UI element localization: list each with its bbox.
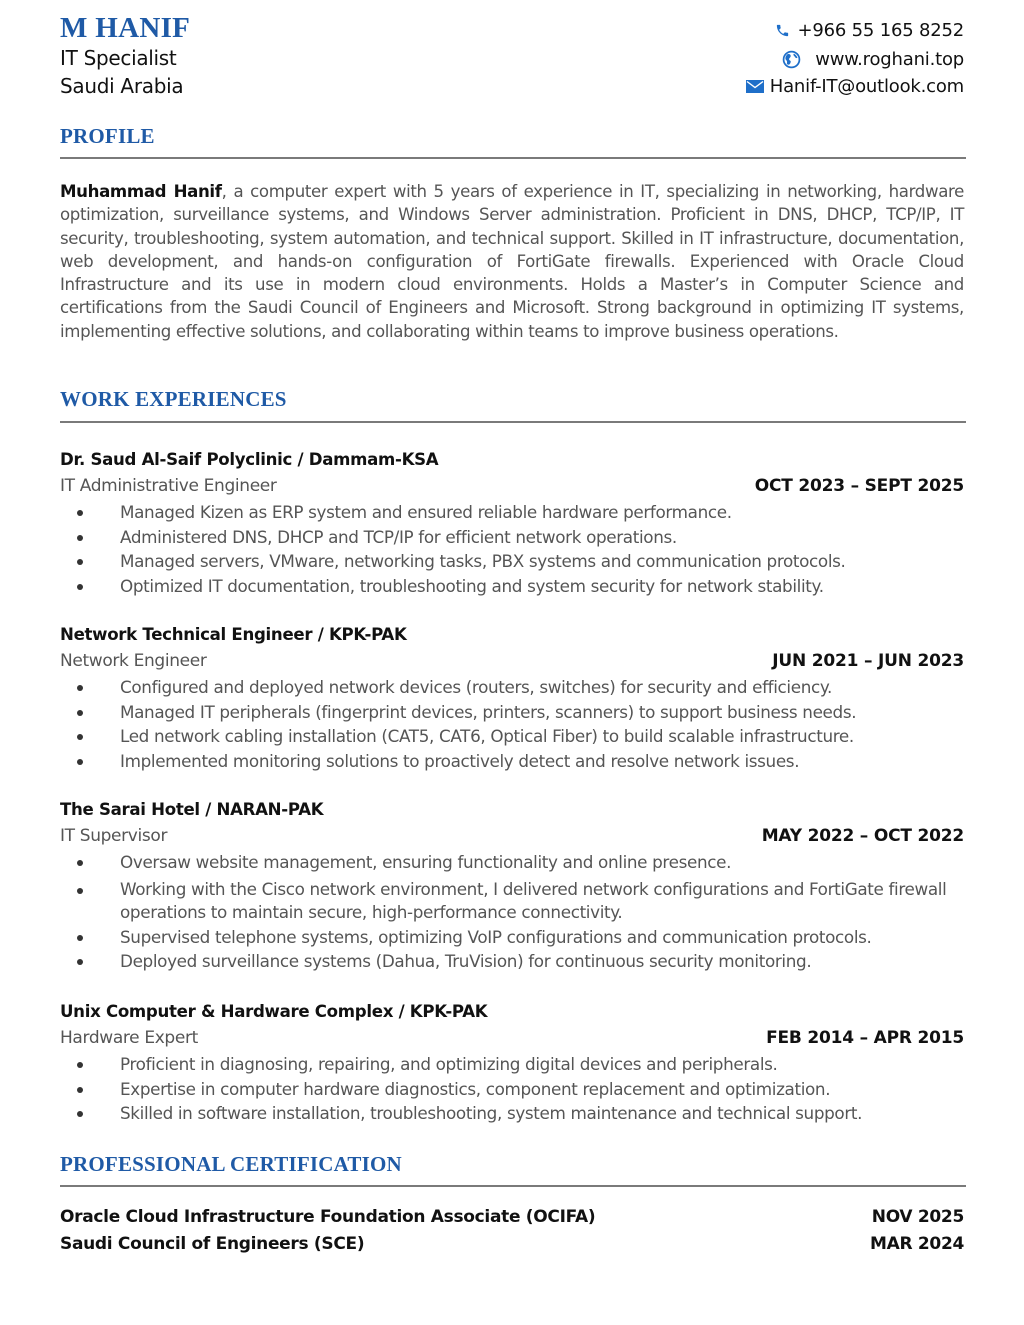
job-bullets: [60, 500, 964, 598]
job-role: Hardware Expert: [60, 1028, 198, 1048]
location: Saudi Arabia: [60, 74, 184, 98]
contact-phone: [775, 20, 964, 41]
job-company: Unix Computer & Hardware Complex / KPK-PAK: [60, 1002, 488, 1021]
candidate-name: M HANIF: [60, 12, 191, 44]
bullet-item: Managed Kizen as ERP system and ensured reliable hardware performance.: [60, 500, 964, 525]
job-dates: FEB 2014 – APR 2015: [766, 1028, 964, 1048]
job-role-row: [60, 473, 964, 500]
phone-number: +966 55 165 8252: [797, 20, 964, 41]
globe-icon: [782, 50, 801, 69]
job-role-row: [60, 823, 964, 850]
section-divider: [60, 421, 966, 423]
section-heading-profile: PROFILE: [60, 124, 155, 148]
bullet-item: Expertise in computer hardware diagnostics, component replacement and optimization.: [60, 1077, 964, 1102]
bullet-item: Administered DNS, DHCP and TCP/IP for efficient network operations.: [60, 525, 964, 550]
job-role-row: [60, 648, 964, 675]
job-role: IT Supervisor: [60, 826, 168, 846]
bullet-item: Oversaw website management, ensuring functionality and online presence.: [60, 850, 964, 875]
job-role: Network Engineer: [60, 651, 207, 671]
job-role: IT Administrative Engineer: [60, 476, 277, 496]
job-dates: OCT 2023 – SEPT 2025: [754, 476, 964, 496]
job-company: Network Technical Engineer / KPK-PAK: [60, 625, 407, 644]
phone-icon: [775, 23, 790, 38]
job-company: Dr. Saud Al-Saif Polyclinic / Dammam-KSA: [60, 450, 439, 469]
website-link[interactable]: www.roghani.top: [815, 49, 964, 70]
job-entry: [60, 622, 964, 773]
bullet-item: Optimized IT documentation, troubleshooting and system security for network stability.: [60, 574, 964, 599]
email-link[interactable]: Hanif-IT@outlook.com: [769, 76, 964, 97]
section-heading-work: WORK EXPERIENCES: [60, 387, 287, 411]
section-divider: [60, 1185, 966, 1187]
bullet-item: Implemented monitoring solutions to proactively detect and resolve network issues.: [60, 749, 964, 774]
cert-row: [60, 1234, 964, 1254]
profile-text: , a computer expert with 5 years of experience in IT, specializing in networking, hardware optimization, surveillance systems, and Windows Server administration. Proficient in DNS, DHCP, TCP/IP, IT security, troubleshooting, system automation, and technical support. Skilled in IT infrastructure, documentation, web development, and hands-on configuration of FortiGate firewalls. Experienced with Oracle Cloud Infrastructure and its use in modern cloud environments. Holds a Master’s in Computer Science and certifications from the Saudi Council of Engineers and Microsoft. Strong background in optimizing IT systems, implementing effective solutions, and collaborating within teams to improve business operations.: [60, 182, 964, 341]
bullet-item: Supervised telephone systems, optimizing VoIP configurations and communication protocols.: [60, 925, 964, 950]
job-company: The Sarai Hotel / NARAN-PAK: [60, 800, 324, 819]
job-role-row: [60, 1025, 964, 1052]
job-entry: [60, 797, 964, 974]
job-dates: MAY 2022 – OCT 2022: [761, 826, 964, 846]
section-heading-certifications: PROFESSIONAL CERTIFICATION: [60, 1152, 402, 1176]
section-divider: [60, 157, 966, 159]
contact-website[interactable]: [782, 49, 964, 70]
bullet-item: Deployed surveillance systems (Dahua, TruVision) for continuous security monitoring.: [60, 949, 964, 974]
job-bullets: [60, 850, 964, 974]
job-title: IT Specialist: [60, 46, 177, 70]
bullet-item: Managed IT peripherals (fingerprint devices, printers, scanners) to support business needs.: [60, 700, 964, 725]
cert-date: NOV 2025: [871, 1207, 964, 1227]
envelope-icon: [746, 80, 764, 93]
bullet-item: Working with the Cisco network environment, I delivered network configurations and FortiGate firewall operations to maintain secure, high-performance connectivity.: [60, 878, 964, 925]
bullet-item: Proficient in diagnosing, repairing, and optimizing digital devices and peripherals.: [60, 1052, 964, 1077]
profile-lead-name: Muhammad Hanif: [60, 182, 222, 201]
profile-summary: [60, 180, 964, 343]
cert-name: Saudi Council of Engineers (SCE): [60, 1234, 365, 1254]
job-bullets: [60, 675, 964, 773]
job-bullets: [60, 1052, 964, 1126]
bullet-item: Skilled in software installation, troubleshooting, system maintenance and technical support.: [60, 1101, 964, 1126]
contact-email[interactable]: [746, 76, 964, 97]
job-dates: JUN 2021 – JUN 2023: [772, 651, 964, 671]
job-entry: [60, 447, 964, 598]
cert-date: MAR 2024: [870, 1234, 964, 1254]
bullet-item: Configured and deployed network devices (routers, switches) for security and efficiency.: [60, 675, 964, 700]
bullet-item: Led network cabling installation (CAT5, CAT6, Optical Fiber) to build scalable infrastructure.: [60, 724, 964, 749]
job-entry: [60, 999, 964, 1126]
cert-row: [60, 1207, 964, 1227]
cert-name: Oracle Cloud Infrastructure Foundation Associate (OCIFA): [60, 1207, 596, 1227]
bullet-item: Managed servers, VMware, networking tasks, PBX systems and communication protocols.: [60, 549, 964, 574]
